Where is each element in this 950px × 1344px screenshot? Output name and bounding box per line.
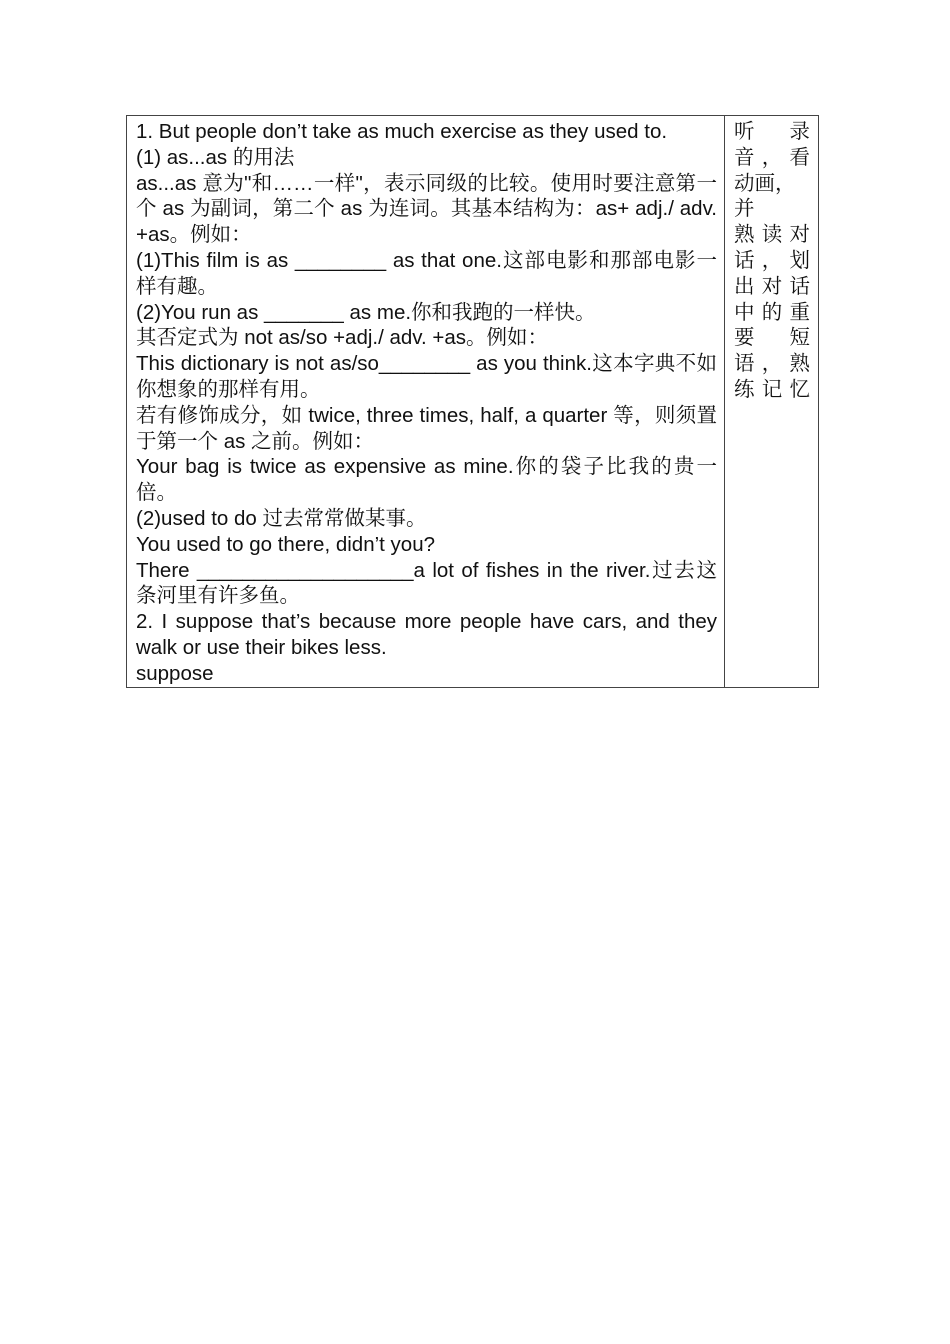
instruction-line: 听 录 [734, 120, 810, 143]
instruction-line: 练记忆 [734, 377, 810, 401]
table-row [127, 116, 819, 688]
text-line: (2)used to do 过去常常做某事。 [136, 506, 427, 530]
instruction-line: 熟读对 [734, 223, 810, 247]
text-line: This dictionary is not as/so________ as you think.这本字典不如你想象的那样有用。 [136, 352, 717, 401]
text-line: 其否定式为 not as/so +adj./ adv. +as。例如： [136, 326, 549, 350]
text-line: suppose [136, 661, 214, 685]
instruction-cell [725, 116, 819, 688]
text-line: 1. But people don’t take as much exercise as they used to. [136, 120, 668, 143]
lesson-table [126, 115, 819, 688]
text-line: Your bag is twice as expensive as mine.你的袋子比我的贵一倍。 [136, 455, 717, 505]
text-line: 若有修饰成分，如 twice, three times, half, a quarter 等，则须置于第一个 as 之前。例如： [136, 403, 717, 453]
text-line: There ___________________a lot of fishes in the river.过去这条河里有许多鱼。 [136, 558, 717, 608]
instruction-line: 语，熟 [734, 352, 810, 376]
instruction-line: 中的重 [734, 300, 810, 324]
text-line: (2)You run as _______ as me.你和我跑的一样快。 [136, 300, 596, 324]
text-line: (1) as...as 的用法 [136, 145, 295, 169]
text-line: 2. I suppose that’s because more people have cars, and they walk or use their bikes less. [136, 610, 723, 659]
instruction-line: 出对话 [734, 274, 810, 298]
instruction-line: 话，划 [734, 248, 810, 272]
content-cell [127, 116, 725, 688]
instruction-line: 音，看 [734, 145, 810, 169]
instruction-line: 动画， [734, 171, 796, 195]
text-line: as...as 意为"和……一样"，表示同级的比较。使用时要注意第一个 as 为副词，第二个 as 为连词。其基本结构为：as+ adj./ adv. +as。例如： [136, 171, 723, 247]
instruction-line: 要 短 [734, 326, 810, 350]
instruction-line: 并 [734, 197, 755, 221]
text-line: You used to go there, didn’t you? [136, 532, 436, 556]
text-line: (1)This film is as ________ as that one.这部电影和那部电影一样有趣。 [136, 248, 717, 298]
